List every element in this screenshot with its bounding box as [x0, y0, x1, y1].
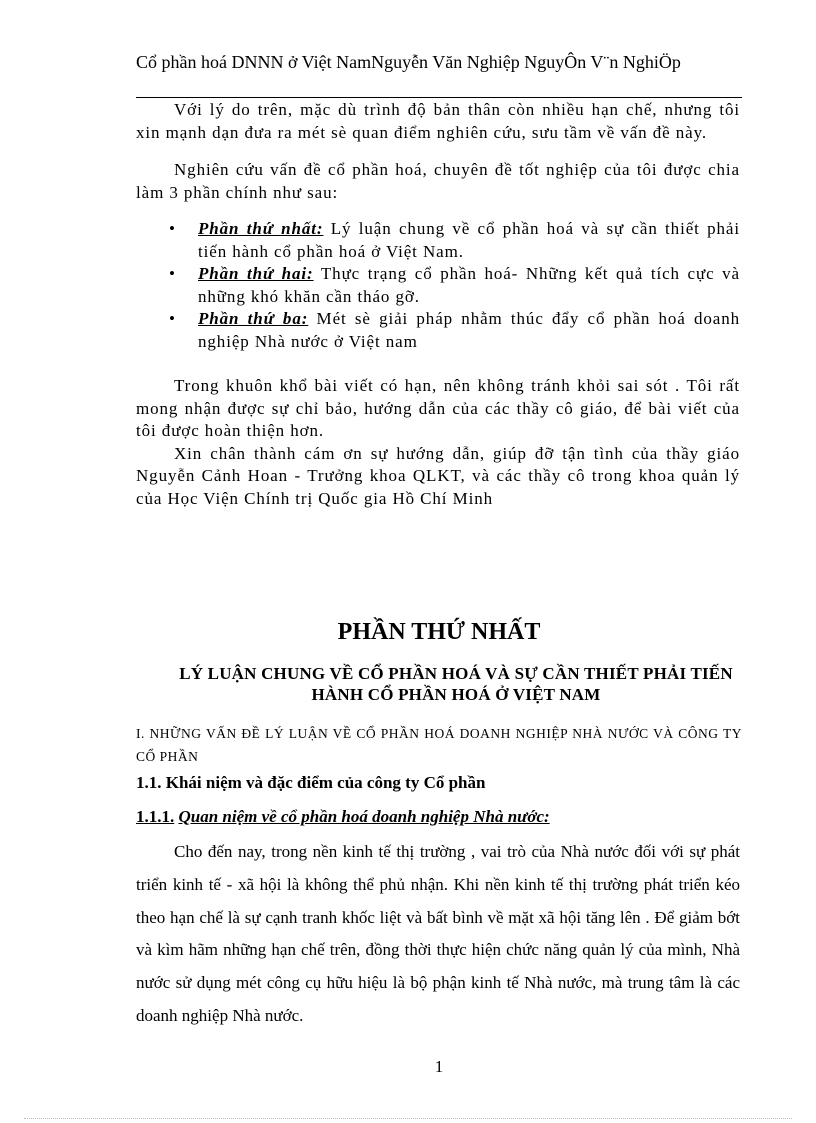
part-description: Mét sè giải pháp nhằm thúc đẩy cổ phần hoá doanh nghiệp Nhà nước ở Việt nam	[198, 309, 741, 351]
parts-list	[136, 218, 740, 353]
header-divider	[136, 97, 742, 98]
bullet-icon: •	[169, 219, 176, 238]
list-item	[136, 308, 740, 353]
part-description: Thực trạng cổ phần hoá- Những kết quả tích cực và những khó khăn cần tháo gỡ.	[198, 264, 740, 306]
body-paragraph: Cho đến nay, trong nền kinh tế thị trường , vai trò của Nhà nước đối với sự phát triển kinh tế - xã hội là không thể phủ nhận. Khi nền kinh tế thị trường phát triển kéo theo hạn chế là sự cạnh tranh khốc liệt và bất bình về mặt xã hội tăng lên . Để giảm bớt và kìm hãm những hạn chế trên, đồng thời thực hiện chức năng quản lý của mình, Nhà nước sử dụng mét công cụ hữu hiệu là bộ phận kinh tế Nhà nước, mà trung tâm là các doanh nghiệp Nhà nước.	[136, 842, 740, 1025]
intro-paragraph-3: Trong khuôn khổ bài viết có hạn, nên không tránh khỏi sai sót . Tôi rất mong nhận được sự chỉ bảo, hướng dẫn của các thầy cô giáo, để bài viết của tôi được hoàn thiện hơn.	[136, 376, 740, 440]
part-title: PHẦN THỨ NHẤT	[337, 619, 541, 645]
part-label: Phần thứ nhất:	[198, 219, 324, 238]
intro-paragraph-1: Với lý do trên, mặc dù trình độ bản thân còn nhiều hạn chế, nhưng tôi xin mạnh dạn đưa ra mét sè quan điểm nghiên cứu, sưu tầm về vấn đề này.	[136, 100, 740, 142]
bullet-icon: •	[169, 264, 176, 283]
part-subtitle: LÝ LUẬN CHUNG VỀ CỔ PHẦN HOÁ VÀ SỰ CẦN THIẾT PHẢI TIẾN HÀNH CỔ PHẦN HOÁ Ở VIỆT NAM	[179, 664, 733, 704]
section-heading-1-1: 1.1. Khái niệm và đặc điểm của công ty Cổ phần	[136, 773, 486, 792]
page-number: 1	[434, 1057, 444, 1076]
intro-paragraph-2: Nghiên cứu vấn đề cổ phần hoá, chuyên đề tốt nghiệp của tôi được chia làm 3 phần chính như sau:	[136, 160, 740, 202]
intro-section	[136, 99, 740, 510]
section-heading-I: I. NHỮNG VẤN ĐỀ LÝ LUẬN VỀ CỔ PHẦN HOÁ DOANH NGHIỆP NHÀ NƯỚC VÀ CÔNG TY CỔ PHẦN	[136, 726, 742, 764]
page-bottom-divider	[24, 1118, 792, 1119]
list-item	[136, 218, 740, 263]
part-description: Lý luận chung về cổ phần hoá và sự cần thiết phải tiến hành cổ phần hoá ở Việt Nam.	[198, 219, 740, 261]
section-title: Quan niệm về cổ phần hoá doanh nghiệp Nhà nước:	[178, 807, 550, 826]
page-header: Cổ phần hoá DNNN ở Việt NamNguyễn Văn Nghiệp NguyÔn V¨n NghiÖp	[136, 52, 681, 72]
intro-paragraph-4: Xin chân thành cám ơn sự hướng dẫn, giúp đỡ tận tình của thầy giáo Nguyễn Cảnh Hoan - Trưởng khoa QLKT, và các thầy cô trong khoa quản lý của Học Viện Chính trị Quốc gia Hồ Chí Minh	[136, 443, 740, 508]
part-label: Phần thứ hai:	[198, 264, 314, 283]
bullet-icon: •	[169, 309, 176, 328]
part-label: Phần thứ ba:	[198, 309, 309, 328]
section-number: 1.1.1.	[136, 807, 175, 826]
section-heading-1-1-1	[136, 805, 742, 829]
list-item	[136, 263, 740, 308]
